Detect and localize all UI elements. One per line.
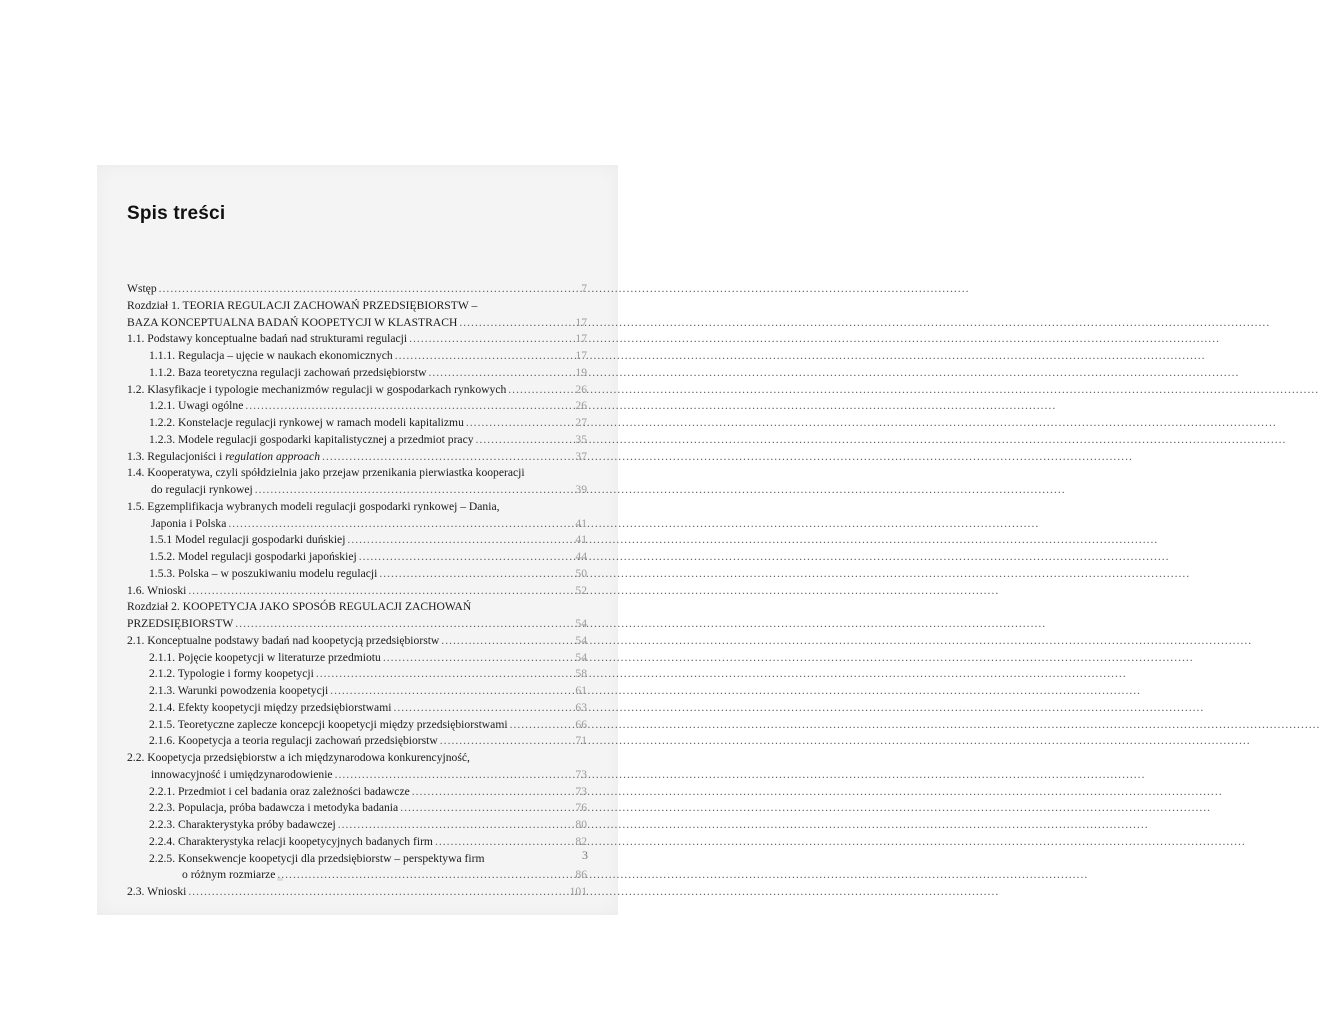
leader-dots	[330, 683, 573, 700]
toc-entry-1-4-line-2: do regulacji rynkowej ..... 39	[127, 482, 587, 499]
toc-entry-1-2: 1.2. Klasyfikacje i typologie mechanizmów regulacji w gospodarkach rynkowych ..... 26	[127, 382, 587, 399]
page-number: 80	[575, 818, 587, 831]
leader-dots	[409, 331, 573, 348]
leader-dots	[459, 315, 573, 332]
leader-dots	[428, 365, 573, 382]
leader-dots	[235, 616, 573, 633]
page-number: 73	[575, 767, 587, 781]
page-number: 82	[575, 834, 587, 848]
leader-dots	[335, 767, 573, 784]
leader-dots	[440, 733, 573, 750]
page-number: 101	[569, 885, 587, 898]
page-number: 35	[575, 432, 587, 446]
page-number: 66	[575, 717, 587, 731]
page-folio-number: 3	[582, 848, 588, 862]
toc-entry-2-3: 2.3. Wnioski ..... 101	[127, 884, 587, 901]
toc-entry-2-1-1: 2.1.1. Pojęcie koopetycji w literaturze przedmiotu ..... 54	[127, 650, 587, 667]
toc-entry-1-4-line-1: 1.4. Kooperatywa, czyli spółdzielnia jako przejaw przenikania pierwiastka kooperacji	[127, 466, 525, 480]
toc-entry-2-1-4: 2.1.4. Efekty koopetycji między przedsiębiorstwami ..... 63	[127, 700, 587, 717]
toc-entry-2-2-line-1: 2.2. Koopetycja przedsiębiorstw a ich międzynarodowa konkurencyjność,	[127, 751, 470, 764]
toc-entry-1-5-1: 1.5.1 Model regulacji gospodarki duńskiej ..... 41	[127, 532, 587, 549]
toc-entry-1-1: 1.1. Podstawy konceptualne badań nad strukturami regulacji ..... 17	[127, 331, 587, 348]
page-title: Spis treści	[127, 203, 226, 224]
toc-entry-2-1: 2.1. Konceptualne podstawy badań nad koopetycją przedsiębiorstw ..... 54	[127, 633, 587, 650]
leader-dots	[159, 281, 573, 298]
page-number: 71	[575, 734, 587, 748]
leader-dots	[466, 415, 573, 432]
leader-dots	[255, 482, 573, 499]
toc-entry-wstep: Wstęp ..... 7	[127, 281, 587, 298]
leader-dots	[395, 348, 573, 365]
toc-entry-1-1-2: 1.1.2. Baza teoretyczna regulacji zachowań przedsiębiorstw ..... 19	[127, 365, 587, 382]
page-number: 58	[575, 667, 587, 681]
table-of-contents	[127, 281, 587, 901]
toc-entry-1-5-line-2: Japonia i Polska ..... 41	[127, 516, 587, 533]
page-number: 7	[581, 282, 587, 295]
page-number: 63	[575, 700, 587, 714]
toc-entry-2-2-line-2: innowacyjność i umiędzynarodowienie ..... 73	[127, 767, 587, 784]
toc-chapter-2-line-2: PRZEDSIĘBIORSTW ..... 54	[127, 616, 587, 633]
toc-entry-1-3: 1.3. Regulacjoniści i regulation approach ..... 37	[127, 449, 587, 466]
toc-entry-2-2-4: 2.2.4. Charakterystyka relacji koopetycyjnych badanych firm ..... 82	[127, 834, 587, 851]
page-number: 37	[575, 449, 587, 463]
toc-entry-2-2-2: 2.2.3. Populacja, próba badawcza i metodyka badania ..... 76	[127, 800, 587, 817]
page-number: 27	[575, 416, 587, 429]
leader-dots	[379, 566, 573, 583]
page-number: 61	[575, 684, 587, 697]
toc-entry-1-5-2: 1.5.2. Model regulacji gospodarki japońskiej ..... 44	[127, 549, 587, 566]
toc-entry-1-2-3: 1.2.3. Modele regulacji gospodarki kapitalistycznej a przedmiot pracy ..... 35	[127, 432, 587, 449]
leader-dots	[359, 549, 573, 566]
leader-dots	[228, 516, 573, 533]
toc-entry-2-2-1: 2.2.1. Przedmiot i cel badania oraz zależności badawcze ..... 73	[127, 784, 587, 801]
leader-dots	[338, 817, 573, 834]
page-number: 26	[575, 382, 587, 396]
leader-dots	[188, 884, 567, 901]
toc-entry-2-1-2: 2.1.2. Typologie i formy koopetycji ..... 58	[127, 666, 587, 683]
leader-dots	[277, 867, 573, 884]
page-number: 17	[575, 315, 587, 329]
page-number: 54	[575, 617, 587, 630]
leader-dots	[383, 650, 573, 667]
leader-dots	[435, 834, 573, 851]
toc-chapter-2-line-1: Rozdział 2. KOOPETYCJA JAKO SPOSÓB REGULACJI ZACHOWAŃ	[127, 600, 472, 614]
leader-dots	[510, 717, 573, 734]
page-number: 26	[575, 399, 587, 413]
book-page	[97, 165, 618, 915]
leader-dots	[347, 532, 573, 549]
page-number: 54	[575, 650, 587, 664]
toc-chapter-1-line-1: Rozdział 1. TEORIA REGULACJI ZACHOWAŃ PRZEDSIĘBIORSTW –	[127, 298, 478, 312]
scan-speck	[277, 878, 283, 881]
toc-chapter-1-line-2: BAZA KONCEPTUALNA BADAŃ KOOPETYCJI W KLASTRACH ..... 17	[127, 315, 587, 332]
page-number: 39	[575, 483, 587, 496]
toc-entry-1-2-1: 1.2.1. Uwagi ogólne ..... 26	[127, 398, 587, 415]
leader-dots	[412, 784, 573, 801]
toc-entry-2-2-5-line-2: o różnym rozmiarze ..... 86	[127, 867, 587, 884]
leader-dots	[245, 398, 573, 415]
page-number: 86	[575, 868, 587, 882]
page-number: 52	[575, 583, 587, 597]
toc-entry-1-2-2: 1.2.2. Konstelacje regulacji rynkowej w ramach modeli kapitalizmu ..... 27	[127, 415, 587, 432]
leader-dots	[393, 700, 573, 717]
leader-dots	[400, 800, 573, 817]
toc-entry-2-1-5: 2.1.5. Teoretyczne zaplecze koncepcji koopetycji między przedsiębiorstwami ..... 66	[127, 717, 587, 734]
toc-entry-2-2-3: 2.2.3. Charakterystyka próby badawczej ..... 80	[127, 817, 587, 834]
toc-entry-1-5-line-1: 1.5. Egzemplifikacja wybranych modeli regulacji gospodarki rynkowej – Dania,	[127, 499, 500, 513]
page-number: 54	[575, 633, 587, 647]
leader-dots	[508, 382, 573, 399]
page-number: 41	[575, 533, 587, 547]
toc-entry-1-6: 1.6. Wnioski ..... 52	[127, 583, 587, 600]
toc-entry-1-1-1: 1.1.1. Regulacja – ujęcie w naukach ekonomicznych ..... 17	[127, 348, 587, 365]
page-number: 17	[575, 332, 587, 346]
page-number: 17	[575, 349, 587, 362]
leader-dots	[188, 583, 573, 600]
toc-entry-2-1-6: 2.1.6. Koopetycja a teoria regulacji zachowań przedsiębiorstw ..... 71	[127, 733, 587, 750]
toc-entry-2-2-5-line-1: 2.2.5. Konsekwencje koopetycji dla przedsiębiorstw – perspektywa firm	[149, 851, 485, 865]
page-number: 41	[575, 516, 587, 530]
leader-dots	[316, 666, 573, 683]
toc-entry-1-5-3: 1.5.3. Polska – w poszukiwaniu modelu regulacji ..... 50	[127, 566, 587, 583]
leader-dots	[476, 432, 573, 449]
page-number: 76	[575, 801, 587, 815]
page-number: 19	[575, 365, 587, 379]
leader-dots	[322, 449, 573, 466]
page-number: 44	[575, 550, 587, 563]
toc-entry-2-1-3: 2.1.3. Warunki powodzenia koopetycji ..... 61	[127, 683, 587, 700]
page-number: 73	[575, 784, 587, 798]
page-number: 50	[575, 566, 587, 580]
leader-dots	[441, 633, 573, 650]
